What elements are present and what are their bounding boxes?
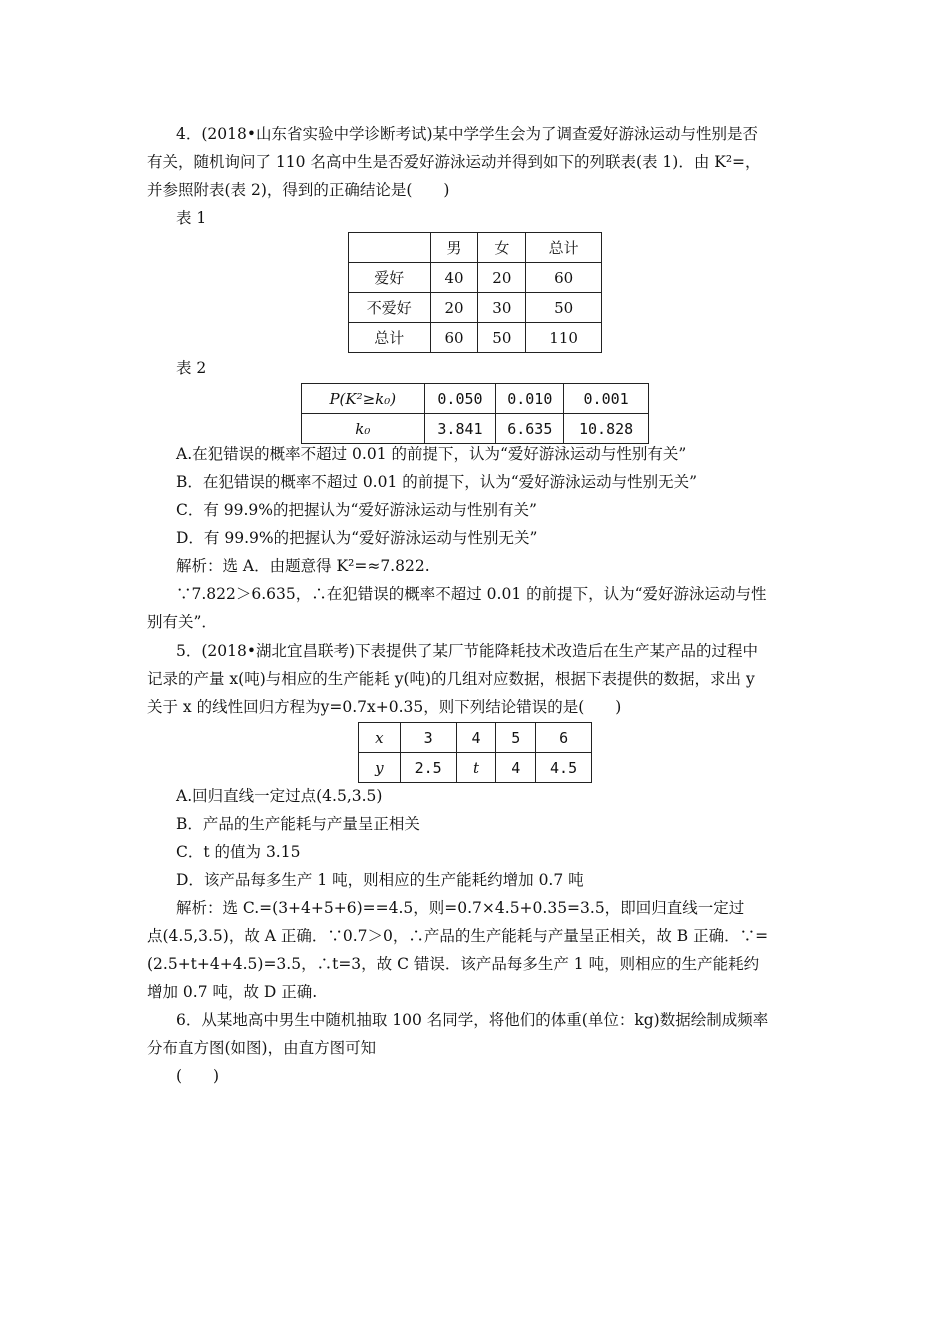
table-cell: 3 (400, 723, 456, 753)
table-cell: 4 (456, 723, 496, 753)
q5-stem-line-3: 关于 x 的线性回归方程为y=0.7x+0.35，则下列结论错误的是( ) (147, 698, 622, 716)
table-header-cell: 男 (430, 233, 478, 263)
table-cell: 6 (536, 723, 592, 753)
table-row (359, 723, 592, 753)
regression-data-table (358, 722, 592, 783)
critical-value-table (301, 383, 649, 444)
table-cell: 3.841 (424, 414, 496, 444)
table-row-label: 不爱好 (349, 293, 431, 323)
table-cell: 0.010 (496, 384, 564, 414)
q4-solution-line-2: ∵7.822＞6.635，∴在犯错误的概率不超过 0.01 的前提下，认为“爱好游泳运动与性 (176, 585, 767, 603)
table-header-cell: 总计 (526, 233, 602, 263)
table-cell: 4.5 (536, 753, 592, 783)
table-row-label: x (359, 723, 401, 753)
table-cell: 50 (478, 323, 526, 353)
table-cell: 110 (526, 323, 602, 353)
q4-option-b: B．在犯错误的概率不超过 0.01 的前提下，认为“爱好游泳运动与性别无关” (176, 473, 698, 491)
q6-stem-line-1: 6．从某地高中男生中随机抽取 100 名同学，将他们的体重(单位：kg)数据绘制成频率 (176, 1011, 769, 1029)
table-row (302, 384, 649, 414)
q6-answer-bracket: ( ) (176, 1067, 220, 1085)
table-cell: 4 (496, 753, 536, 783)
table-row-label: y (359, 753, 401, 783)
table-cell: 40 (430, 263, 478, 293)
table-row-label: 总计 (349, 323, 431, 353)
table2-label: 表 2 (176, 359, 207, 377)
q4-stem-line-1: 4．(2018•山东省实验中学诊断考试)某中学学生会为了调查爱好游泳运动与性别是否 (176, 125, 759, 143)
q5-option-d: D．该产品每多生产 1 吨，则相应的生产能耗约增加 0.7 吨 (176, 871, 584, 889)
table-row (349, 263, 602, 293)
table-row (349, 323, 602, 353)
q5-solution-line-1: 解析：选 C.=(3+4+5+6)==4.5，则=0.7×4.5+0.35=3.5，即回归直线一定过 (176, 899, 745, 917)
q5-solution-line-3: (2.5+t+4+4.5)=3.5，∴t=3，故 C 错误．该产品每多生产 1 吨，则相应的生产能耗约 (147, 955, 760, 973)
table-cell: 5 (496, 723, 536, 753)
table-row (302, 414, 649, 444)
q5-option-a: A.回归直线一定过点(4.5,3.5) (176, 787, 383, 805)
table-cell: 20 (430, 293, 478, 323)
table-cell: 60 (526, 263, 602, 293)
q4-option-d: D．有 99.9%的把握认为“爱好游泳运动与性别无关” (176, 529, 538, 547)
q4-option-c: C．有 99.9%的把握认为“爱好游泳运动与性别有关” (176, 501, 537, 519)
q5-option-c: C．t 的值为 3.15 (176, 843, 301, 861)
table-row-label: 爱好 (349, 263, 431, 293)
q4-stem-line-3: 并参照附表(表 2)，得到的正确结论是( ) (147, 181, 450, 199)
table1-label: 表 1 (176, 209, 207, 227)
table-cell: 0.001 (564, 384, 649, 414)
q5-solution-line-2: 点(4.5,3.5)，故 A 正确．∵0.7＞0，∴产品的生产能耗与产量呈正相关，故 B 正确．∵= (147, 927, 769, 945)
table-cell (349, 233, 431, 263)
q4-solution-line-1: 解析：选 A．由题意得 K²=≈7.822. (176, 557, 430, 575)
table-row-label: k₀ (302, 414, 425, 444)
table-cell: 0.050 (424, 384, 496, 414)
q6-stem-line-2: 分布直方图(如图)，由直方图可知 (147, 1039, 377, 1057)
contingency-table (348, 232, 602, 353)
table-cell: t (456, 753, 496, 783)
table-cell: 50 (526, 293, 602, 323)
table-cell: 30 (478, 293, 526, 323)
table-cell: 10.828 (564, 414, 649, 444)
table-row (349, 293, 602, 323)
table-cell: 20 (478, 263, 526, 293)
table-header-cell: 女 (478, 233, 526, 263)
table-row (349, 233, 602, 263)
q4-option-a: A.在犯错误的概率不超过 0.01 的前提下，认为“爱好游泳运动与性别有关” (176, 445, 687, 463)
q4-stem-line-2: 有关，随机询问了 110 名高中生是否爱好游泳运动并得到如下的列联表(表 1)．由 K²=， (147, 153, 761, 171)
table-cell: 60 (430, 323, 478, 353)
q5-option-b: B．产品的生产能耗与产量呈正相关 (176, 815, 420, 833)
q5-solution-line-4: 增加 0.7 吨，故 D 正确. (147, 983, 318, 1001)
table-row-label: P(K²≥k₀) (302, 384, 425, 414)
q5-stem-line-2: 记录的产量 x(吨)与相应的生产能耗 y(吨)的几组对应数据，根据下表提供的数据，求出 y (147, 670, 755, 688)
q4-solution-line-3: 别有关”． (147, 613, 217, 631)
q5-stem-line-1: 5．(2018•湖北宜昌联考)下表提供了某厂节能降耗技术改造后在生产某产品的过程中 (176, 642, 759, 660)
table-cell: 6.635 (496, 414, 564, 444)
table-row (359, 753, 592, 783)
table-cell: 2.5 (400, 753, 456, 783)
